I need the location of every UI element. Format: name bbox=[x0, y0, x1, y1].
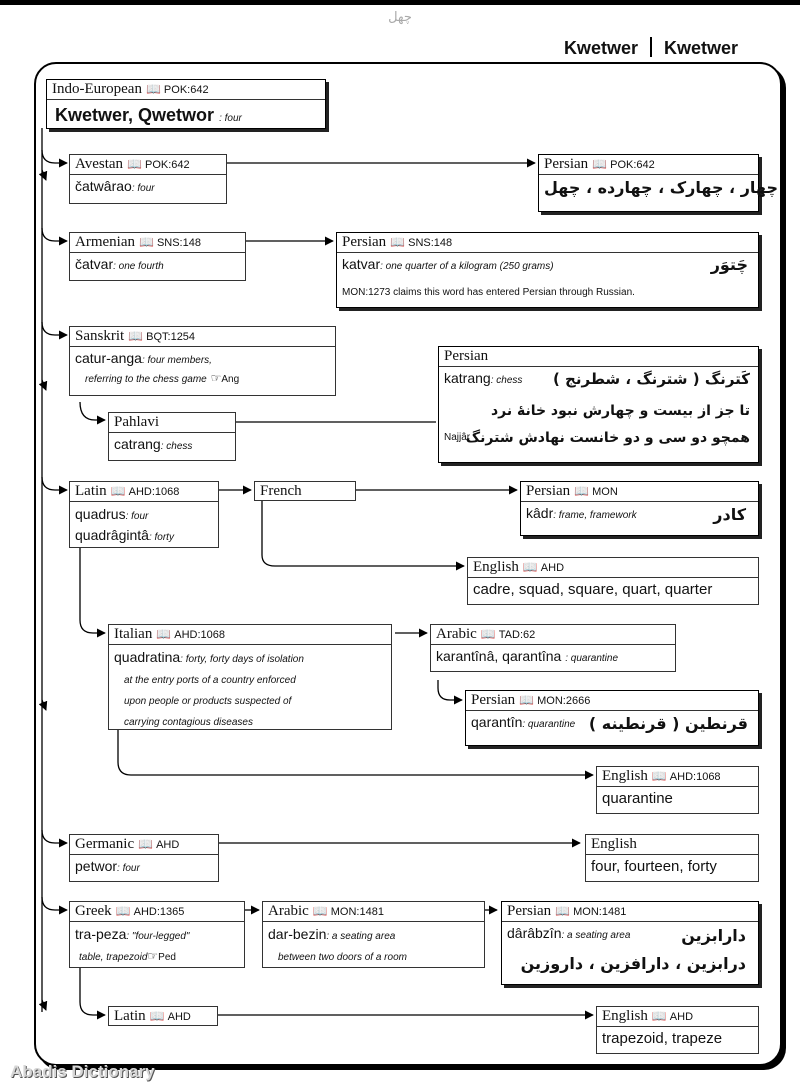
lang-label: Arabic bbox=[436, 626, 477, 642]
persian-box-5: Persian 📖 MON:2666 qarantîn: quarantine قرنطین ( قرنطینه ) bbox=[465, 690, 759, 746]
gloss: : four bbox=[117, 863, 140, 874]
gloss: : chess bbox=[490, 375, 523, 386]
gloss: : quarantine bbox=[565, 653, 619, 664]
lang-label: Italian bbox=[114, 626, 153, 642]
lang-label: English bbox=[591, 836, 637, 852]
french-box bbox=[254, 481, 356, 501]
persian-text: کادر bbox=[713, 505, 746, 524]
arabic-box-1: Arabic 📖 TAD:62 karantînâ, qarantîna : quarantine bbox=[430, 624, 676, 672]
gloss: : frame, framework bbox=[553, 510, 637, 521]
persian-box-4: Persian 📖 MON kâdr: frame, framework کادر bbox=[520, 481, 759, 536]
gloss: : one quarter of a kilogram (250 grams) bbox=[380, 261, 554, 272]
lang-label: Sanskrit bbox=[75, 328, 125, 344]
gloss-line2: between two doors of a room bbox=[278, 952, 407, 963]
gloss: : "four-legged" bbox=[126, 931, 190, 942]
word: petwor bbox=[75, 858, 118, 874]
persian-box-3 bbox=[438, 346, 759, 463]
book-icon: 📖 bbox=[149, 1009, 165, 1023]
lang-label: English bbox=[602, 768, 648, 784]
gloss: : quarantine bbox=[522, 719, 576, 730]
root-word: Kwetwer, Qwetwor bbox=[55, 105, 215, 125]
lang-label: Persian bbox=[526, 483, 571, 499]
persian-box-6: Persian 📖 MON:1481 dârâbzîn: a seating area دارابزین درابزین ، دارافزین ، داروزین bbox=[501, 901, 759, 985]
words: cadre, squad, square, quart, quarter bbox=[473, 581, 713, 598]
title-left: Kwetwer bbox=[563, 38, 638, 58]
word: quadrus bbox=[75, 506, 126, 522]
persian-text: چَتوَر bbox=[710, 255, 748, 274]
root-body bbox=[47, 100, 325, 131]
poem-line-2: همچو دو سی و دو خانست نهادش شترنگ bbox=[465, 430, 750, 446]
gloss: : four members, bbox=[141, 355, 212, 366]
book-icon: 📖 bbox=[592, 157, 608, 171]
english-box-4: English 📖 AHD trapezoid, trapeze bbox=[596, 1006, 759, 1054]
gloss: : chess bbox=[160, 441, 193, 452]
greek-box: Greek 📖 AHD:1365 tra-peza: "four-legged" table, trapezoid☞Ped bbox=[69, 901, 245, 968]
pointing-hand-icon: ☞ bbox=[147, 949, 159, 963]
book-icon: 📖 bbox=[555, 904, 571, 918]
word: qarantîn bbox=[471, 714, 523, 730]
word: dârâbzîn bbox=[507, 925, 562, 941]
lang-label: Armenian bbox=[75, 234, 135, 250]
gloss: : four bbox=[125, 511, 149, 522]
lang-label: Latin bbox=[75, 483, 107, 499]
gloss-line2: referring to the chess game bbox=[85, 374, 207, 385]
book-icon: 📖 bbox=[110, 484, 126, 498]
poet: Najjâr bbox=[444, 432, 471, 443]
gloss: : a seating area bbox=[326, 931, 396, 942]
words: trapezoid, trapeze bbox=[602, 1030, 723, 1047]
persian-box-1: Persian 📖 POK:642 چهار ، چهارک ، چهارده ، چهل bbox=[538, 154, 759, 212]
gloss-line2: at the entry ports of a country enforced bbox=[124, 675, 296, 686]
book-icon: 📖 bbox=[651, 1009, 667, 1023]
words: four, fourteen, forty bbox=[591, 858, 717, 875]
lang-label: Persian bbox=[471, 692, 516, 708]
persian-text: دارابزین bbox=[681, 926, 746, 945]
book-icon: 📖 bbox=[127, 157, 142, 171]
persian-text: چهار ، چهارک ، چهارده ، چهل bbox=[544, 178, 779, 197]
book-icon: 📖 bbox=[390, 235, 406, 249]
book-icon: 📖 bbox=[128, 329, 144, 343]
book-icon: 📖 bbox=[138, 837, 154, 851]
note: MON:1273 claims this word has entered Persian through Russian. bbox=[342, 287, 635, 298]
arabic-box-2: Arabic 📖 MON:1481 dar-bezin: a seating area between two doors of a room bbox=[262, 901, 485, 968]
see-link[interactable]: Ang bbox=[221, 374, 240, 385]
root-gloss: : four bbox=[219, 113, 242, 124]
word: katrang bbox=[444, 370, 491, 386]
words: quarantine bbox=[602, 790, 673, 807]
english-box-1: English 📖 AHD cadre, squad, square, quart, quarter bbox=[467, 557, 759, 605]
lang-label: Persian bbox=[444, 348, 489, 364]
word-2: quadrâgintâ bbox=[75, 527, 149, 543]
book-icon: 📖 bbox=[156, 627, 172, 641]
latin-box-1: Latin 📖 AHD:1068 quadrus: four quadrâgintâ: forty bbox=[69, 481, 219, 548]
gloss-line3: upon people or products suspected of bbox=[124, 696, 292, 707]
italian-box: Italian 📖 AHD:1068 quadratina: forty, forty days of isolation at the entry ports of a country enforced upon people or products suspected of carrying contagious diseases bbox=[108, 624, 392, 730]
lang-label: Arabic bbox=[268, 903, 309, 919]
word: tra-peza bbox=[75, 926, 127, 942]
poem-line-1: تا جز از بیست و چهارش نبود خانهٔ نرد bbox=[490, 403, 750, 419]
lang-label: Pahlavi bbox=[114, 414, 159, 430]
english-box-2: English 📖 AHD:1068 quarantine bbox=[596, 766, 759, 814]
word: catur-anga bbox=[75, 350, 142, 366]
persian-text-2: درابزین ، دارافزین ، داروزین bbox=[520, 954, 746, 973]
gloss: : a seating area bbox=[561, 930, 631, 941]
gloss-line2: table, trapezoid bbox=[79, 952, 148, 963]
book-icon: 📖 bbox=[651, 769, 667, 783]
armenian-box: Armenian 📖 SNS:148 čatvar: one fourth bbox=[69, 232, 246, 281]
root-header bbox=[47, 80, 325, 100]
pahlavi-box bbox=[108, 412, 236, 461]
word: katvar bbox=[342, 256, 381, 272]
gloss-line4: carrying contagious diseases bbox=[124, 717, 253, 728]
latin-box-2: Latin 📖 AHD bbox=[108, 1006, 218, 1026]
word: catrang bbox=[114, 436, 161, 452]
lang-label: Persian bbox=[544, 156, 589, 172]
sanskrit-box: Sanskrit 📖 BQT:1254 catur-anga: four members, referring to the chess game ☞Ang bbox=[69, 326, 336, 396]
book-icon: 📖 bbox=[574, 484, 590, 498]
germanic-box: Germanic 📖 AHD petwor: four bbox=[69, 834, 219, 882]
lang-label: Persian bbox=[342, 234, 387, 250]
gloss: : four bbox=[131, 183, 155, 194]
lang-label: Greek bbox=[75, 903, 112, 919]
word: dar-bezin bbox=[268, 926, 327, 942]
ref: 📖 POK:642 bbox=[145, 82, 209, 96]
pointing-hand-icon: ☞ bbox=[210, 371, 222, 385]
book-icon: 📖 bbox=[115, 904, 131, 918]
lang-label: Avestan bbox=[75, 156, 124, 172]
english-box-3 bbox=[585, 834, 759, 882]
avestan-box: Avestan 📖 POK:642 čatwârao: four bbox=[69, 154, 227, 204]
gloss: : one fourth bbox=[113, 261, 164, 272]
persian-box-2: Persian 📖 SNS:148 katvar: one quarter of a kilogram (250 grams) چَتوَر MON:1273 claims this word has entered Persian through Russian. bbox=[336, 232, 759, 308]
book-icon: 📖 bbox=[519, 693, 535, 707]
top-search-word: چهل bbox=[388, 10, 412, 25]
word: čatwârao bbox=[75, 178, 132, 194]
book-icon: 📖 bbox=[522, 560, 538, 574]
word: karantînâ, qarantîna bbox=[436, 648, 562, 664]
book-icon: 📖 bbox=[145, 82, 161, 96]
lang-label: Germanic bbox=[75, 836, 135, 852]
persian-text: کَترنگ ( شترنگ ، شطرنج ) bbox=[552, 370, 750, 388]
word: kâdr bbox=[526, 505, 554, 521]
lang-label: Indo-European bbox=[52, 81, 142, 97]
lang-label: French bbox=[260, 483, 302, 499]
persian-text: قرنطین ( قرنطینه ) bbox=[588, 714, 748, 733]
word: čatvar bbox=[75, 256, 114, 272]
lang-label: English bbox=[602, 1008, 648, 1024]
gloss: : forty, forty days of isolation bbox=[180, 654, 304, 665]
word: quadratina bbox=[114, 649, 181, 665]
see-link[interactable]: Ped bbox=[158, 952, 176, 963]
root-box bbox=[46, 79, 326, 129]
book-icon: 📖 bbox=[312, 904, 328, 918]
title-right: Kwetwer bbox=[663, 38, 738, 58]
watermark: Abadis Dictionary bbox=[10, 1062, 155, 1081]
book-icon: 📖 bbox=[480, 627, 496, 641]
gloss-2: : forty bbox=[148, 532, 174, 543]
lang-label: English bbox=[473, 559, 519, 575]
book-icon: 📖 bbox=[138, 235, 154, 249]
lang-label: Latin bbox=[114, 1008, 146, 1024]
lang-label: Persian bbox=[507, 903, 552, 919]
